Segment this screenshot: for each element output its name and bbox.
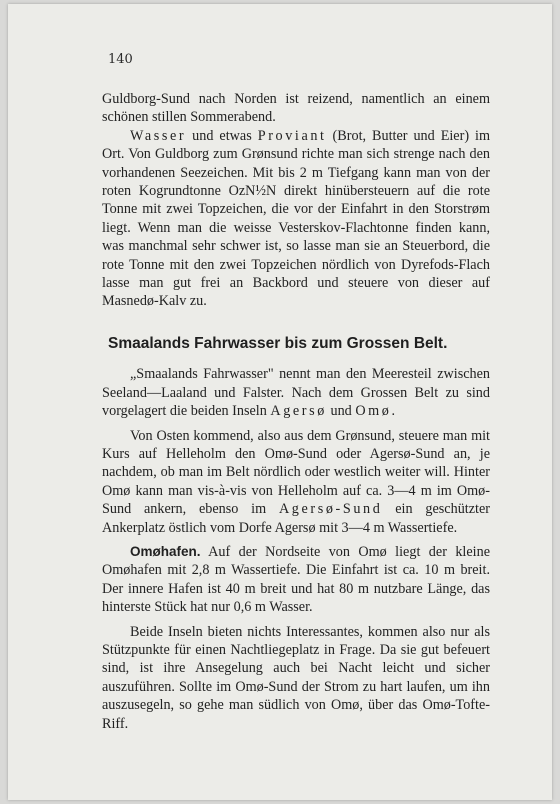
book-page <box>8 4 552 800</box>
spaced-word-proviant: Proviant <box>257 127 327 144</box>
paragraph-2 <box>102 127 490 311</box>
paragraph-4-text-b: ein geschützter Ankerplatz östlich vom Dorfe Agersø mit 3—4 m Wassertiefe. <box>102 501 490 536</box>
paragraph-2-text-b: (Brot, Butter und Eier) im Ort. Von Guldborg zum Grønsund richte man sich strenge nach den vorhandenen Seezeichen. Mit bis 2 m Tiefgang kann man von der roten Kogrundtonne OzN½N direkt hinübersteuern auf die rote Tonne mit zwei Topzeichen, die vor der Einfahrt in den Storstrøm liegt. Wenn man die weisse Vesterskov-Flachtonne finden kann, was manchmal sehr schwer ist, so lasse man sie an Steuerbord, die rote Tonne mit den zwei Topzeichen nördlich von Dyrefods-Flach lasse man gut frei an Backbord und steuere von dieser auf Masnedø-Kalv zu. <box>102 127 490 310</box>
paragraph-3-text-a: „Smaalands Fahrwasser" nennt man den Meeresteil zwischen Seeland—Laaland und Falster. Nach dem Grossen Belt zu sind vorgelagert die beiden Inseln <box>102 366 490 420</box>
paragraph-5 <box>102 543 490 617</box>
paragraph-1: Guldborg-Sund nach Norden ist reizend, namentlich an einem schönen stillen Sommerabend. <box>102 91 490 126</box>
paragraph-6: Beide Inseln bieten nichts Interessantes, kommen also nur als Stützpunkte für einen Nachtliegeplatz in Frage. Da sie gut befeuert sind, ist ihre Ansegelung auch bei Nacht leicht und sicher auszuführen. Sollte im Omø-Sund der Strom zu hart laufen, um ihn auszusegeln, so gehe man südlich von Omø, über das Omø-Tofte-Riff. <box>102 623 490 732</box>
section-heading: Smaalands Fahrwasser bis zum Grossen Belt. <box>108 334 448 352</box>
spaced-word-agersoe-sund: Agersø-Sund <box>278 501 383 518</box>
page-number: 140 <box>108 52 133 67</box>
paragraph-3 <box>102 365 490 420</box>
paragraph-3-text-b: und <box>326 403 356 420</box>
spaced-word-omoe: Omø <box>355 403 392 420</box>
paragraph-5-text: Auf der Nordseite von Omø liegt der kleine Omøhafen mit 2,8 m Wassertiefe. Die Einfahrt ist ca. 10 m breit. Der innere Hafen ist 40 m breit und hat 80 m nutzbare Länge, das hinterste Stück hat nur 0,6 m Wasser. <box>102 543 490 616</box>
spaced-word-wasser: Wasser <box>130 127 187 144</box>
paragraph-2-text-a: und etwas <box>186 127 258 144</box>
spaced-word-agersoe: Agersø <box>270 403 327 420</box>
run-in-heading-omoehafen: Omøhafen. <box>130 543 201 559</box>
page-body <box>102 90 490 733</box>
paragraph-4-text-a: Von Osten kommend, also aus dem Grønsund, steuere man mit Kurs auf Helleholm den Omø-Sund oder Agersø-Sund an, je nachdem, ob man im Belt nördlich oder westlich weiter will. Hinter Omø kann man vis-à-vis von Helleholm auf ca. 3—4 m im Omø-Sund ankern, ebenso im <box>102 427 490 518</box>
paragraph-4 <box>102 427 490 537</box>
paragraph-3-text-c: . <box>391 403 396 420</box>
